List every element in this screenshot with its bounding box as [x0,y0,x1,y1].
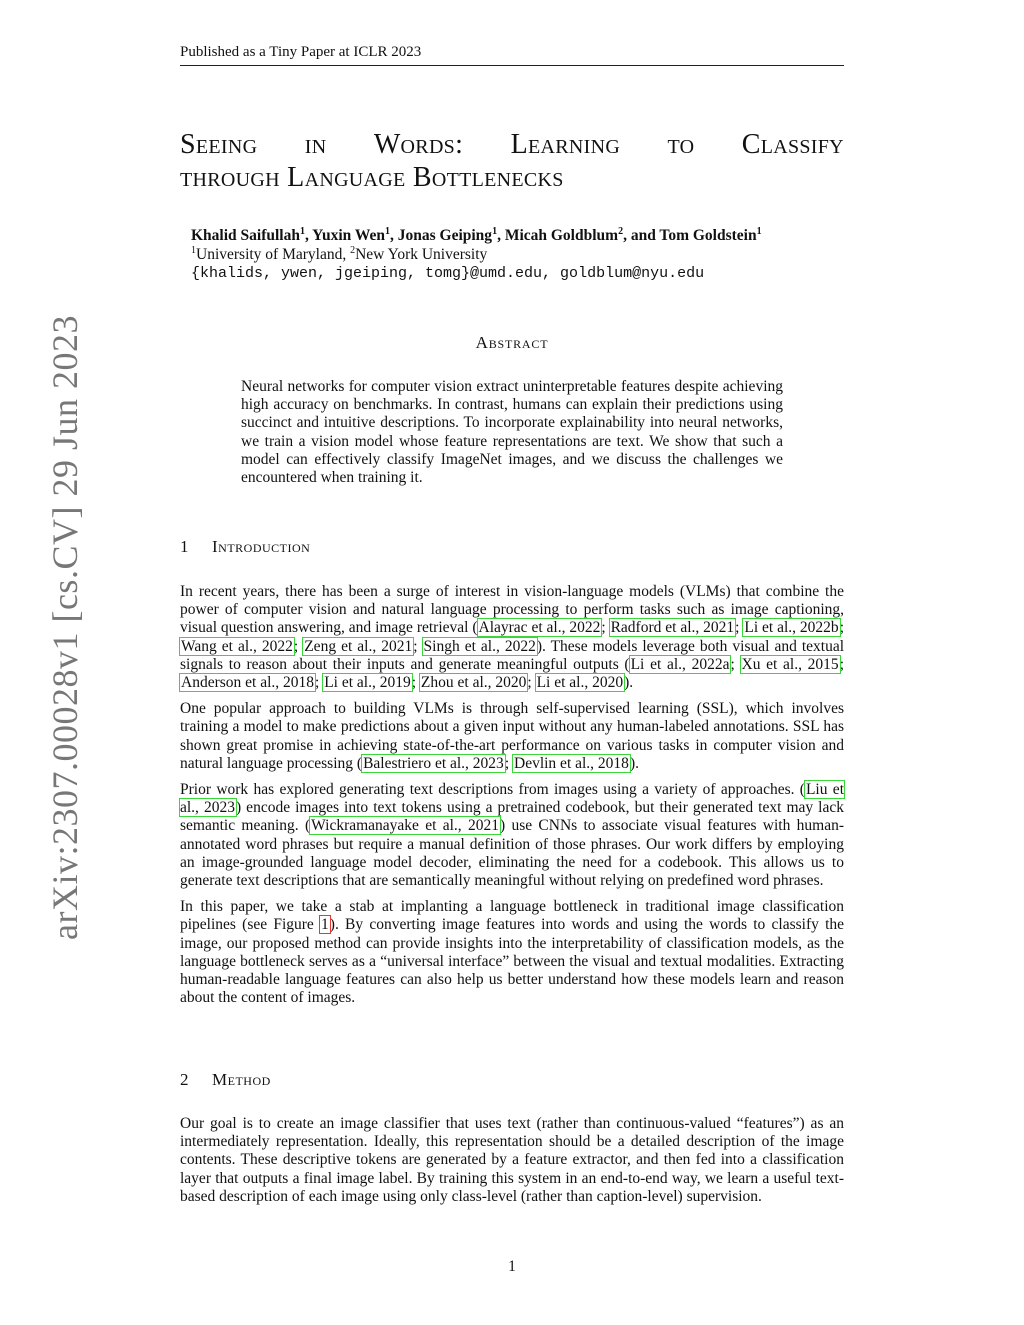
separator: , and [623,227,660,244]
author-name: Micah Goldblum [504,227,619,244]
citation-link[interactable]: Li et al., 2022b [744,619,839,637]
text: Prior work has explored generating text descriptions from images using a variety of approaches. ( [180,781,805,799]
text: ). [629,754,639,772]
text: ; [315,674,324,692]
section-title: Introduction [212,537,311,556]
title-word: Seeing [180,129,258,160]
affiliation-mark: 1 [384,225,390,237]
citation-link[interactable]: Li et al., 2019 [324,674,411,692]
abstract-heading: Abstract [475,333,549,352]
section-number: 1 [180,537,189,556]
paragraph: Our goal is to create an image classifier that uses text (rather than continuous-valued “features”) as an intermediately representation. Ideally, this representation should be a detailed description of the image contents. These descriptive tokens are generated by a feature extractor, and then fed into a classification layer that outputs a final image label. By training this system in an end-to-end way, we learn a useful text-based description of each image using only class-level (rather than caption-level) supervision. [180,1115,844,1205]
citation-link[interactable]: Balestriero et al., 2023 [363,754,504,772]
paragraph [180,898,844,1007]
text: ; [839,619,844,637]
separator: , [304,227,313,244]
separator: , [389,227,398,244]
header-rule [180,65,844,66]
citation-link[interactable]: Zeng et al., 2021 [304,637,413,655]
citation-link[interactable]: Anderson et al., 2018 [181,674,315,692]
text: ). [624,674,634,692]
affiliation-mark: 1 [299,225,305,237]
text: ; [411,674,420,692]
page-number: 1 [508,1258,516,1275]
title-word: Classify [741,129,844,160]
citation-link[interactable]: Li et al., 2022a [630,655,730,673]
section-heading-method [180,1070,271,1090]
text: ; [839,655,844,673]
title-line-1 [180,128,844,161]
paragraph [180,583,844,692]
affiliation-mark: 2 [350,244,356,256]
paragraph [180,781,844,890]
separator: , [497,227,505,244]
affiliation-mark: 1 [756,225,762,237]
text: One popular approach to building VLMs is through self-supervised learning (SSL), which involves training a model to make predictions about a given input without any human-labeled annotations. SSL has shown great promise in achieving state-of-the-art performance on various tasks in computer vision and natural language processing ( [180,700,844,772]
text: ) use CNNs to associate visual features with human-annotated word phrases but require a manual definition of those phrases. Our work differs by employing an image-grounded language model decoder, eliminating the need for a codebook. This allows us to generate text descriptions that are semantically meaningful without relying on predefined word phrases. [180,817,845,890]
text: In this paper, we take a stab at implanting a language bottleneck in traditional image classification pipelines (see Figure [180,898,844,934]
section-number: 2 [180,1070,189,1089]
text: ; [601,619,610,637]
arxiv-stamp: arXiv:2307.00028v1 [cs.CV] 29 Jun 2023 [45,315,85,940]
author-name: Khalid Saifullah [191,227,300,244]
title-line-2: through Language Bottlenecks [180,162,564,193]
text: ; [527,674,536,692]
author-block [191,226,851,283]
citation-link[interactable]: Singh et al., 2022 [423,637,536,655]
text: ; [730,655,741,673]
text: In recent years, there has been a surge of interest in vision-language models (VLMs) that combine the power of computer vision and natural language processing to perform tasks such as image captioning, visual question answering, and image retrieval ( [180,583,844,637]
title-word: Learning [510,129,621,160]
title-word: Words: [373,129,464,160]
text: ) encode images into text tokens using a pretrained codebook, but their generated text may lack semantic meaning. ( [180,799,844,835]
citation-link[interactable]: Devlin et al., 2018 [514,754,629,772]
affiliation-mark: 1 [191,244,196,256]
abstract-text: Neural networks for computer vision extract uninterpretable features despite achieving high accuracy on benchmarks. In contrast, humans can explain their predictions using succinct and intuitive descriptions. To incorporate explainability into neural networks, we train a vision model whose feature representations are text. We show that such a model can effectively classify ImageNet images, and we discuss the challenges we encountered when training it. [241,378,783,487]
citation-link[interactable]: Liu et al., 2023 [180,781,844,817]
author-name: Jonas Geiping [397,227,493,244]
citation-link[interactable]: Xu et al., 2015 [741,655,839,673]
author-emails[interactable]: {khalids, ywen, jgeiping, tomg}@umd.edu, goldblum@nyu.edu [191,265,705,282]
citation-link[interactable]: Wickramanayake et al., 2021 [311,817,499,835]
paragraph [180,700,844,773]
method-body [180,1115,844,1214]
running-header: Published as a Tiny Paper at ICLR 2023 [180,44,422,60]
author-name: Tom Goldstein [659,227,757,244]
text: ). By converting image features into words and using the words to classify the image, our proposed method can provide insights into the interpretability of classification models, as the language bottleneck serves as a “universal interface” between the visual and textual modalities. Extracting human-readable language features can also help us better understand how these models learn and reason about the content of images. [180,916,844,1007]
citation-link[interactable]: Alayrac et al., 2022 [478,619,601,637]
paper-title [180,128,844,194]
citation-link[interactable]: Wang et al., 2022 [181,637,293,655]
title-word: to [667,129,695,160]
citation-link[interactable]: Zhou et al., 2020 [420,674,527,692]
affiliation-mark: 1 [492,225,498,237]
author-name: Yuxin Wen [312,227,385,244]
author-names [191,226,851,245]
citation-link[interactable]: Radford et al., 2021 [610,619,735,637]
text: ; [293,637,304,655]
figure-reference-link[interactable]: 1 [321,916,329,934]
citation-link[interactable]: Li et al., 2020 [536,674,624,692]
affiliation-mark: 2 [618,225,624,237]
introduction-body [180,583,844,1015]
title-word: in [304,129,327,160]
text: ). These models leverage both visual and textual signals to reason about their inputs and generate meaningful outputs ( [180,637,845,673]
text: ; [735,619,744,637]
affiliation: University of Maryland, [196,246,351,263]
affiliations [191,245,851,264]
section-heading-introduction [180,537,310,557]
text: ; [413,637,423,655]
affiliation: New York University [355,246,488,263]
section-title: Method [212,1070,271,1089]
text: ; [504,754,513,772]
